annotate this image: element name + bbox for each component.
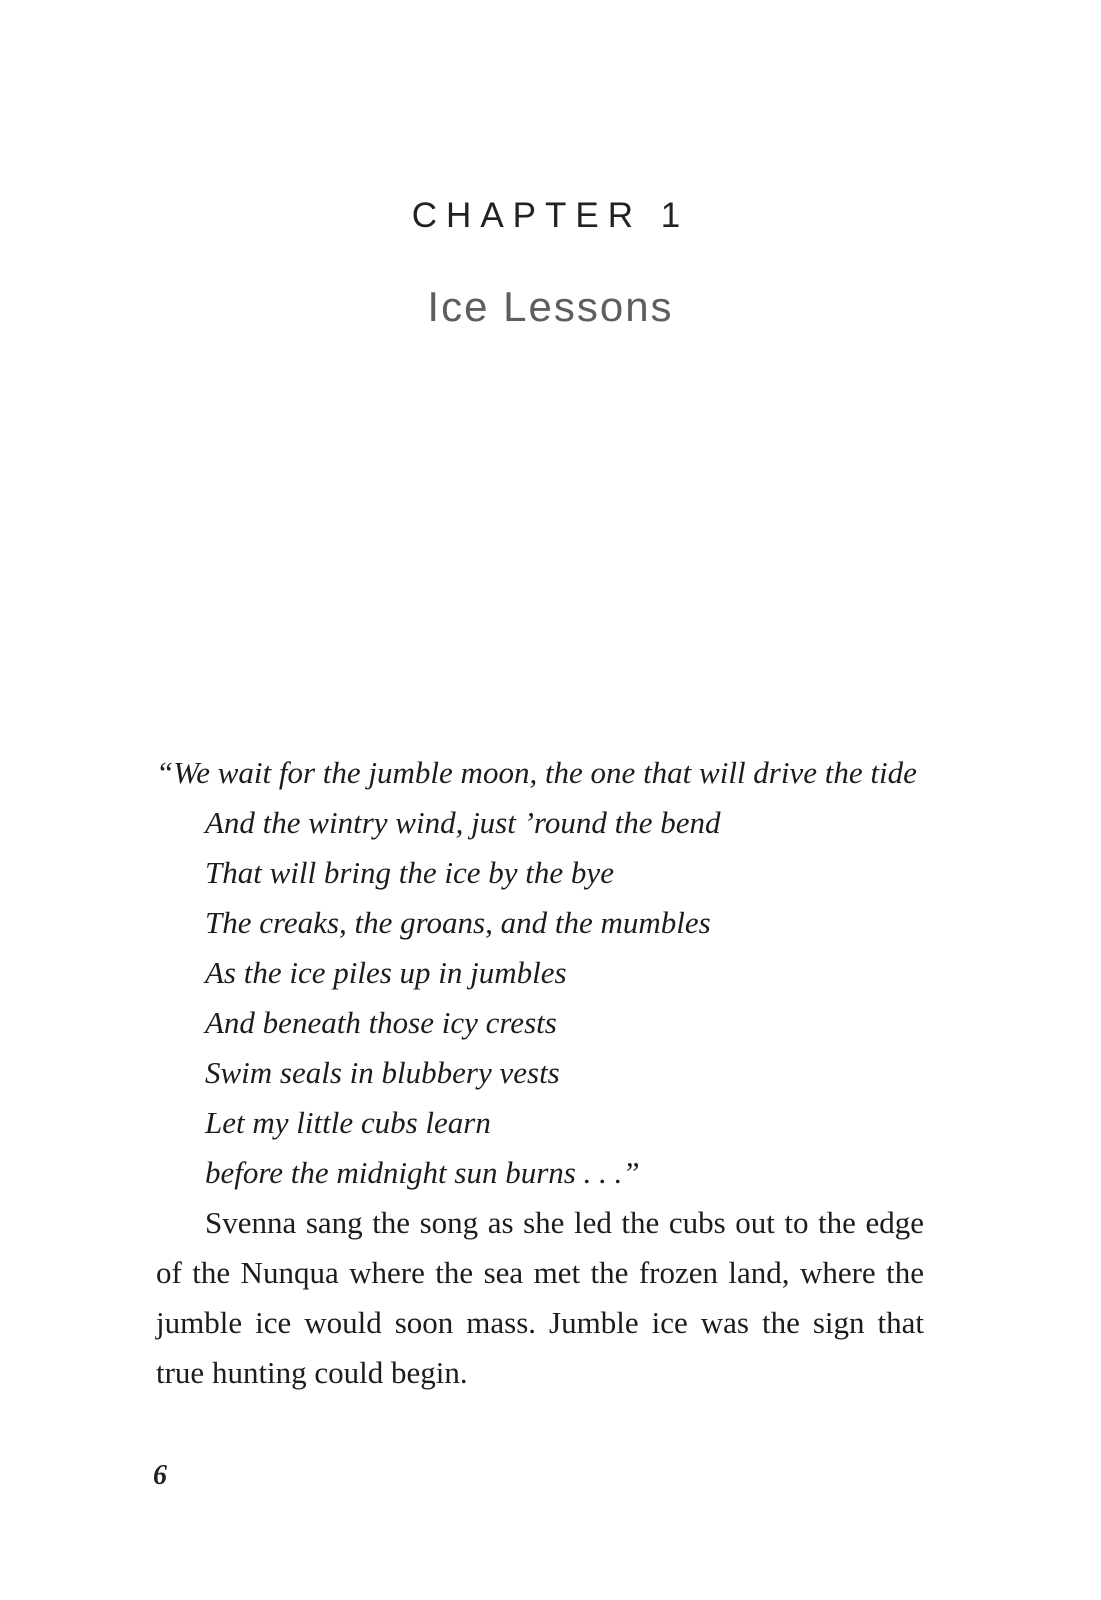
body-paragraph: Svenna sang the song as she led the cubs out to the edge of the Nunqua where the sea met the frozen land, where the jumble ice would soon mass. Jumble ice was the sign that true hunting could begin. [156, 1205, 924, 1390]
poem-line: Swim seals in blubbery vests [205, 1055, 560, 1090]
poem-line: And beneath those icy crests [205, 1005, 557, 1040]
poem-line: before the midnight sun burns . . .” [205, 1155, 640, 1190]
poem-line: “We wait for the jumble moon, the one that will drive the tide [156, 755, 917, 790]
poem-line: Let my little cubs learn [205, 1105, 491, 1140]
chapter-title: Ice Lessons [427, 283, 674, 330]
poem-line: And the wintry wind, just ’round the bend [205, 805, 721, 840]
poem-line: As the ice piles up in jumbles [205, 955, 567, 990]
page-number: 6 [153, 1460, 167, 1491]
poem [0, 748, 1101, 1198]
poem-line: That will bring the ice by the bye [205, 855, 614, 890]
poem-line: The creaks, the groans, and the mumbles [205, 905, 711, 940]
chapter-label: CHAPTER 1 [411, 196, 690, 235]
